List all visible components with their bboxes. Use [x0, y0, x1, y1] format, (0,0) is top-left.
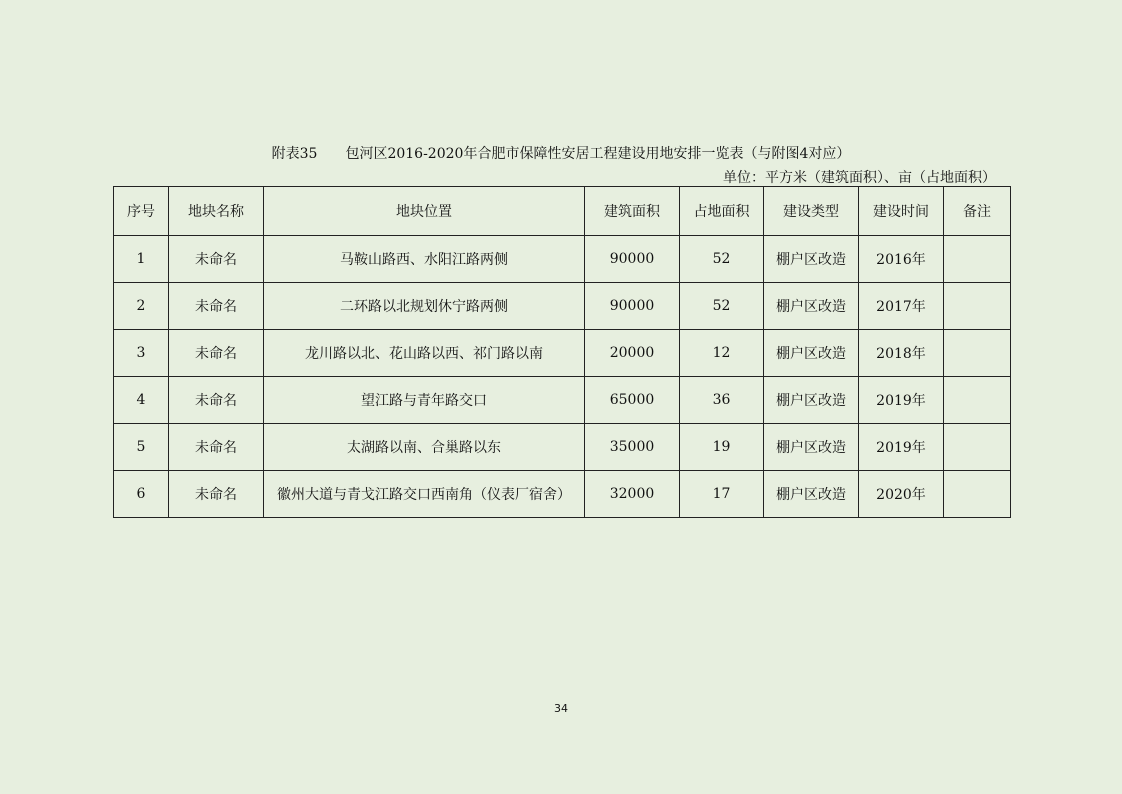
cell-plot-name: 未命名: [169, 424, 264, 471]
header-row: [114, 187, 1011, 236]
unit-note: 单位：平方米（建筑面积）、亩（占地面积）: [723, 170, 996, 186]
cell-remarks: [944, 424, 1011, 471]
cell-plot-name: 未命名: [169, 330, 264, 377]
cell-build-type: 棚户区改造: [764, 471, 859, 518]
cell-remarks: [944, 236, 1011, 283]
cell-land-area: 17: [680, 471, 764, 518]
cell-floor-area: 90000: [585, 236, 680, 283]
cell-location: 二环路以北规划休宁路两侧: [264, 283, 585, 330]
cell-land-area: 12: [680, 330, 764, 377]
caption-text: 包河区2016-2020年合肥市保障性安居工程建设用地安排一览表（与附图4对应）: [345, 146, 851, 162]
land-allocation-table: [113, 186, 1011, 518]
cell-location: 太湖路以南、合巢路以东: [264, 424, 585, 471]
header-cell-land-area: 占地面积: [680, 187, 764, 236]
cell-floor-area: 32000: [585, 471, 680, 518]
header-cell-remarks: 备注: [944, 187, 1011, 236]
caption-label: 附表35: [271, 146, 318, 162]
cell-build-year: 2019年: [859, 424, 944, 471]
header-cell-location: 地块位置: [264, 187, 585, 236]
cell-index: 1: [114, 236, 169, 283]
table-row: [114, 236, 1011, 283]
cell-index: 3: [114, 330, 169, 377]
table-row: [114, 283, 1011, 330]
cell-build-type: 棚户区改造: [764, 283, 859, 330]
cell-floor-area: 65000: [585, 377, 680, 424]
cell-build-year: 2018年: [859, 330, 944, 377]
cell-plot-name: 未命名: [169, 283, 264, 330]
header-cell-build-year: 建设时间: [859, 187, 944, 236]
cell-build-type: 棚户区改造: [764, 236, 859, 283]
cell-location: 望江路与青年路交口: [264, 377, 585, 424]
cell-remarks: [944, 377, 1011, 424]
cell-remarks: [944, 330, 1011, 377]
page-number: 34: [554, 702, 568, 715]
cell-floor-area: 20000: [585, 330, 680, 377]
cell-floor-area: 35000: [585, 424, 680, 471]
table-row: [114, 330, 1011, 377]
cell-plot-name: 未命名: [169, 236, 264, 283]
cell-index: 5: [114, 424, 169, 471]
cell-remarks: [944, 471, 1011, 518]
cell-plot-name: 未命名: [169, 377, 264, 424]
header-cell-plot-name: 地块名称: [169, 187, 264, 236]
cell-floor-area: 90000: [585, 283, 680, 330]
header-cell-floor-area: 建筑面积: [585, 187, 680, 236]
cell-remarks: [944, 283, 1011, 330]
cell-build-year: 2016年: [859, 236, 944, 283]
table-row: [114, 424, 1011, 471]
cell-build-year: 2017年: [859, 283, 944, 330]
cell-location: 马鞍山路西、水阳江路两侧: [264, 236, 585, 283]
table-row: [114, 377, 1011, 424]
table-caption: [0, 143, 1122, 163]
table-row: [114, 471, 1011, 518]
cell-index: 6: [114, 471, 169, 518]
cell-land-area: 52: [680, 236, 764, 283]
header-cell-index: 序号: [114, 187, 169, 236]
cell-build-type: 棚户区改造: [764, 377, 859, 424]
header-cell-build-type: 建设类型: [764, 187, 859, 236]
cell-build-year: 2020年: [859, 471, 944, 518]
cell-land-area: 36: [680, 377, 764, 424]
cell-build-year: 2019年: [859, 377, 944, 424]
cell-plot-name: 未命名: [169, 471, 264, 518]
cell-location: 徽州大道与青戈江路交口西南角（仪表厂宿舍）: [264, 471, 585, 518]
cell-build-type: 棚户区改造: [764, 424, 859, 471]
cell-build-type: 棚户区改造: [764, 330, 859, 377]
cell-land-area: 52: [680, 283, 764, 330]
cell-index: 4: [114, 377, 169, 424]
cell-land-area: 19: [680, 424, 764, 471]
cell-location: 龙川路以北、花山路以西、祁门路以南: [264, 330, 585, 377]
cell-index: 2: [114, 283, 169, 330]
